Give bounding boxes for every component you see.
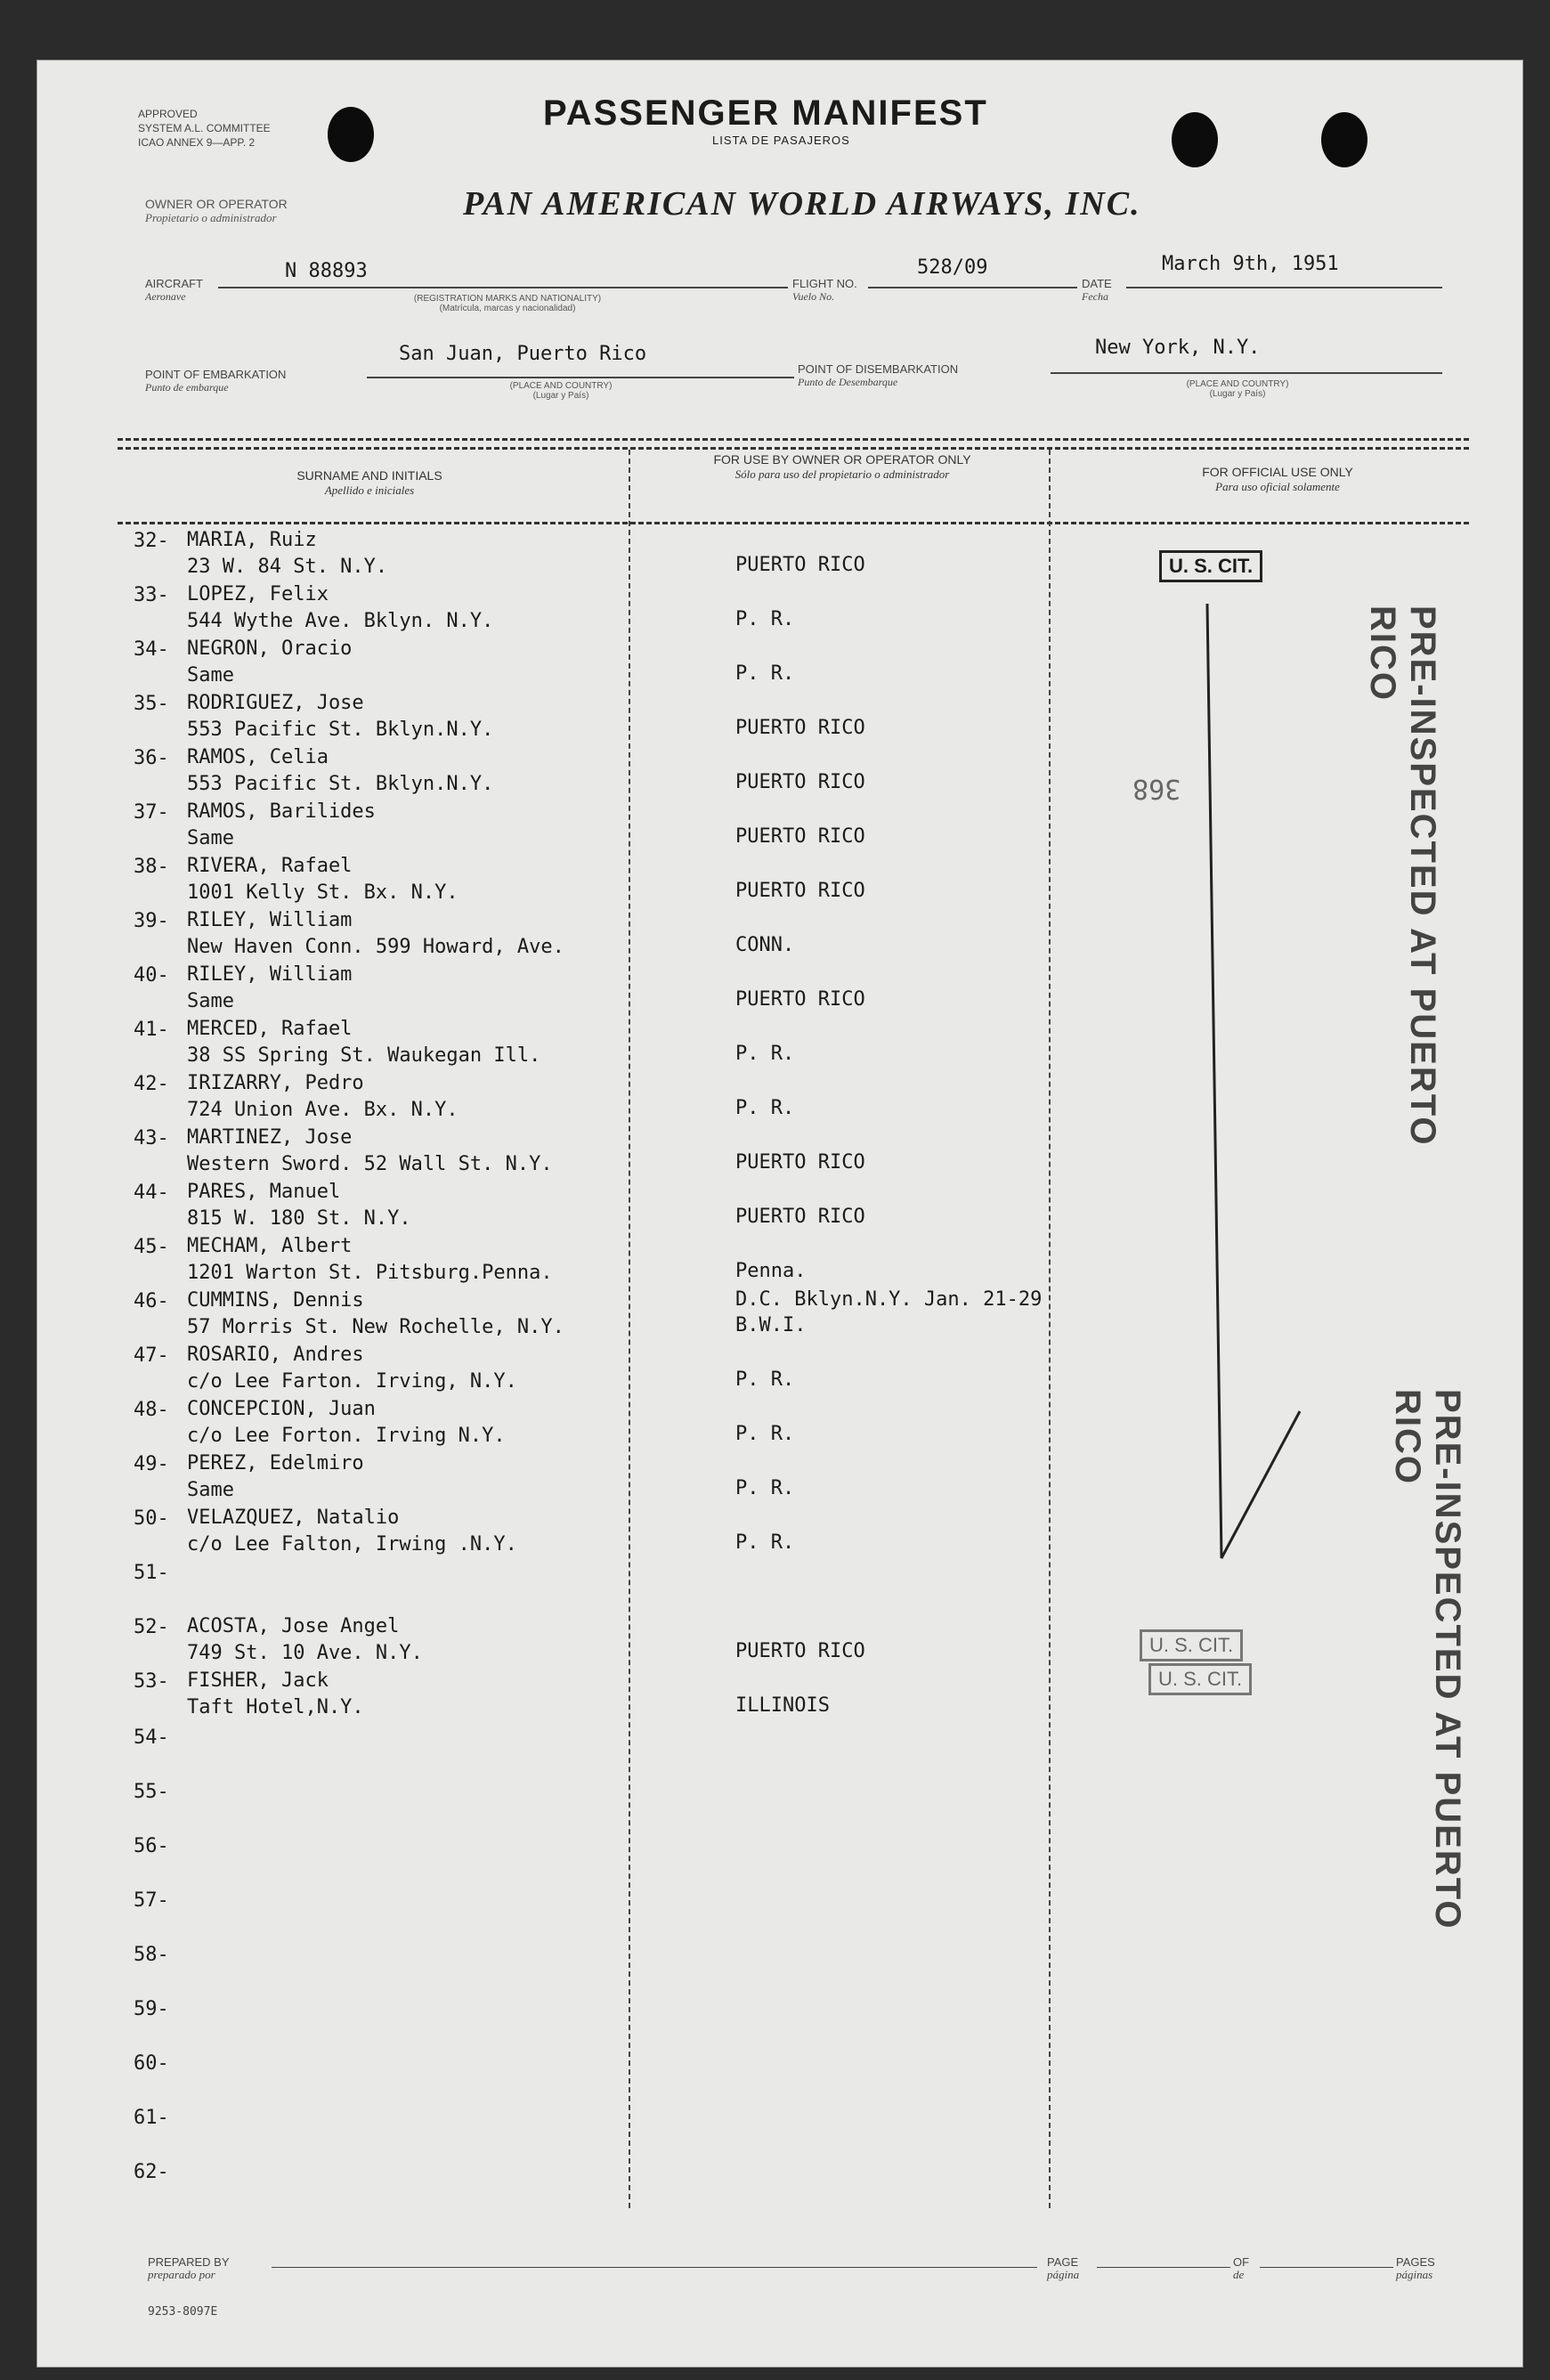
passenger-address: 1201 Warton St. Pitsburg.Penna. bbox=[187, 1262, 553, 1284]
operator-note: PUERTO RICO bbox=[735, 1151, 865, 1174]
passenger-name: RODRIGUEZ, Jose bbox=[187, 692, 364, 714]
operator-note: P. R. bbox=[735, 1369, 795, 1391]
operator-note: PUERTO RICO bbox=[735, 1206, 865, 1228]
page-label: PAGE página bbox=[1047, 2255, 1080, 2281]
row-number: 54- bbox=[134, 1726, 169, 1749]
passenger-name: RAMOS, Barilides bbox=[187, 800, 376, 823]
passenger-name: RIVERA, Rafael bbox=[187, 855, 353, 877]
row-number: 48- bbox=[134, 1399, 169, 1421]
operator-note: P. R. bbox=[735, 1043, 795, 1065]
operator-note: D.C. Bklyn.N.Y. Jan. 21-29 bbox=[735, 1288, 1043, 1311]
passenger-address: Same bbox=[187, 1479, 234, 1501]
prepared-by-label: PREPARED BY preparado por bbox=[148, 2255, 230, 2281]
passenger-address: New Haven Conn. 599 Howard, Ave. bbox=[187, 936, 564, 958]
operator-note: ILLINOIS bbox=[735, 1694, 830, 1717]
passenger-address: c/o Lee Falton, Irwing .N.Y. bbox=[187, 1533, 517, 1556]
flight-date: March 9th, 1951 bbox=[1162, 253, 1339, 275]
passenger-address: 544 Wythe Ave. Bklyn. N.Y. bbox=[187, 610, 494, 632]
column-header-surname: SURNAME AND INITIALS Apellido e iniciales bbox=[296, 468, 442, 497]
passenger-address: Same bbox=[187, 827, 234, 849]
operator-note: PUERTO RICO bbox=[735, 825, 865, 848]
passenger-name: FISHER, Jack bbox=[187, 1669, 329, 1692]
operator-note: PUERTO RICO bbox=[735, 988, 865, 1011]
operator-note: P. R. bbox=[735, 1097, 795, 1119]
operator-note: PUERTO RICO bbox=[735, 771, 865, 793]
row-number: 57- bbox=[134, 1889, 169, 1912]
column-header-official: FOR OFFICIAL USE ONLY Para uso oficial solamente bbox=[1202, 465, 1353, 493]
passenger-name: LOPEZ, Felix bbox=[187, 583, 329, 605]
passenger-name: MARTINEZ, Jose bbox=[187, 1126, 353, 1149]
operator-note: P. R. bbox=[735, 662, 795, 685]
passenger-name: CUMMINS, Dennis bbox=[187, 1289, 364, 1312]
column-header-operator: FOR USE BY OWNER OR OPERATOR ONLY Sólo para uso del propietario o administrador bbox=[713, 452, 971, 481]
operator-note: P. R. bbox=[735, 1477, 795, 1499]
row-number: 45- bbox=[134, 1236, 169, 1258]
pre-inspected-stamp: PRE-INSPECTED AT PUERTO RICO bbox=[1388, 1389, 1467, 1930]
passenger-address: 553 Pacific St. Bklyn.N.Y. bbox=[187, 773, 494, 795]
passenger-address: 724 Union Ave. Bx. N.Y. bbox=[187, 1099, 459, 1121]
form-subtitle: LISTA DE PASAJEROS bbox=[712, 134, 850, 147]
operator-note: PUERTO RICO bbox=[735, 554, 865, 576]
operator-note: PUERTO RICO bbox=[735, 880, 865, 902]
row-number: 35- bbox=[134, 693, 169, 715]
row-number: 38- bbox=[134, 856, 169, 878]
row-number: 58- bbox=[134, 1944, 169, 1966]
punch-hole bbox=[1172, 112, 1218, 167]
row-number: 49- bbox=[134, 1453, 169, 1475]
citizenship-stamp: U. S. CIT. bbox=[1159, 550, 1262, 582]
check-mark bbox=[1193, 597, 1309, 1576]
embarkation-value: San Juan, Puerto Rico bbox=[399, 343, 647, 365]
passenger-name: RILEY, William bbox=[187, 909, 353, 931]
row-number: 37- bbox=[134, 801, 169, 824]
row-number: 61- bbox=[134, 2107, 169, 2129]
disembarkation-label: POINT OF DISEMBARKATION Punto de Desembarque bbox=[798, 362, 959, 388]
disembarkation-value: New York, N.Y. bbox=[1095, 337, 1261, 359]
passenger-name: MECHAM, Albert bbox=[187, 1235, 353, 1257]
citizenship-stamp: U. S. CIT. bbox=[1148, 1663, 1252, 1695]
of-label: OF de bbox=[1233, 2255, 1250, 2281]
owner-label: OWNER OR OPERATOR Propietario o administrador bbox=[145, 197, 288, 224]
passenger-name: MERCED, Rafael bbox=[187, 1018, 353, 1040]
passenger-name: NEGRON, Oracio bbox=[187, 638, 353, 660]
passenger-address: 815 W. 180 St. N.Y. bbox=[187, 1207, 411, 1230]
passenger-address: c/o Lee Forton. Irving N.Y. bbox=[187, 1425, 506, 1447]
aircraft-value: N 88893 bbox=[285, 260, 368, 282]
passenger-name: ACOSTA, Jose Angel bbox=[187, 1615, 400, 1637]
row-number: 36- bbox=[134, 747, 169, 769]
passenger-address: Same bbox=[187, 990, 234, 1012]
row-number: 59- bbox=[134, 1998, 169, 2020]
row-number: 55- bbox=[134, 1781, 169, 1803]
flight-number: 528/09 bbox=[917, 256, 988, 279]
row-number: 34- bbox=[134, 638, 169, 661]
passenger-address: 38 SS Spring St. Waukegan Ill. bbox=[187, 1044, 541, 1067]
column-divider bbox=[1049, 450, 1051, 2208]
operator-note: P. R. bbox=[735, 1423, 795, 1445]
passenger-name: PARES, Manuel bbox=[187, 1181, 341, 1203]
row-number: 32- bbox=[134, 530, 169, 552]
punch-hole bbox=[1321, 112, 1367, 167]
form-title: PASSENGER MANIFEST bbox=[543, 93, 988, 133]
passenger-name: ROSARIO, Andres bbox=[187, 1344, 364, 1366]
embark-place-note: (PLACE AND COUNTRY) (Lugar y País) bbox=[509, 381, 613, 401]
airline-name: PAN AMERICAN WORLD AIRWAYS, INC. bbox=[463, 185, 1141, 223]
row-number: 42- bbox=[134, 1073, 169, 1095]
row-number: 53- bbox=[134, 1670, 169, 1693]
operator-note: PUERTO RICO bbox=[735, 1640, 865, 1662]
passenger-name: CONCEPCION, Juan bbox=[187, 1398, 376, 1420]
row-number: 50- bbox=[134, 1507, 169, 1530]
passenger-address: 749 St. 10 Ave. N.Y. bbox=[187, 1642, 423, 1664]
passenger-name: RAMOS, Celia bbox=[187, 746, 329, 768]
row-number: 62- bbox=[134, 2161, 169, 2183]
pre-inspected-stamp: PRE-INSPECTED AT PUERTO RICO bbox=[1363, 605, 1442, 1147]
disembark-place-note: (PLACE AND COUNTRY) (Lugar y País) bbox=[1186, 379, 1289, 399]
row-number: 47- bbox=[134, 1344, 169, 1367]
passenger-name: RILEY, William bbox=[187, 963, 353, 986]
operator-note: Penna. bbox=[735, 1260, 807, 1282]
form-number: 9253-8097E bbox=[148, 2305, 218, 2319]
passenger-address: 23 W. 84 St. N.Y. bbox=[187, 556, 388, 578]
row-number: 46- bbox=[134, 1290, 169, 1312]
approval-note: APPROVED SYSTEM A.L. COMMITTEE ICAO ANNEX 9—APP. 2 bbox=[138, 108, 271, 149]
operator-note: B.W.I. bbox=[735, 1314, 807, 1336]
passenger-name: IRIZARRY, Pedro bbox=[187, 1072, 364, 1094]
passenger-name: VELAZQUEZ, Natalio bbox=[187, 1507, 400, 1529]
passenger-address: c/o Lee Farton. Irving, N.Y. bbox=[187, 1370, 517, 1393]
pages-label: PAGES páginas bbox=[1396, 2255, 1435, 2281]
row-number: 41- bbox=[134, 1019, 169, 1041]
registration-note: (REGISTRATION MARKS AND NATIONALITY) (Matrícula, marcas y nacionalidad) bbox=[413, 294, 602, 313]
aircraft-label: AIRCRAFT Aeronave bbox=[145, 277, 203, 303]
passenger-address: Western Sword. 52 Wall St. N.Y. bbox=[187, 1153, 553, 1175]
passenger-name: PEREZ, Edelmiro bbox=[187, 1452, 364, 1474]
row-number: 43- bbox=[134, 1127, 169, 1149]
operator-note: P. R. bbox=[735, 608, 795, 630]
row-number: 51- bbox=[134, 1562, 169, 1584]
passenger-address: Taft Hotel,N.Y. bbox=[187, 1696, 364, 1718]
operator-note: CONN. bbox=[735, 934, 795, 956]
passenger-address: 57 Morris St. New Rochelle, N.Y. bbox=[187, 1316, 564, 1338]
punch-hole bbox=[328, 107, 374, 162]
passenger-name: MARIA, Ruiz bbox=[187, 529, 317, 551]
citizenship-stamp: U. S. CIT. bbox=[1140, 1629, 1243, 1661]
passenger-address: 1001 Kelly St. Bx. N.Y. bbox=[187, 881, 459, 904]
row-number: 56- bbox=[134, 1835, 169, 1857]
row-number: 44- bbox=[134, 1182, 169, 1204]
row-number: 39- bbox=[134, 910, 169, 932]
row-number: 52- bbox=[134, 1616, 169, 1638]
row-number: 40- bbox=[134, 964, 169, 987]
row-number: 60- bbox=[134, 2052, 169, 2075]
date-label: DATE Fecha bbox=[1082, 277, 1112, 303]
flight-label: FLIGHT NO. Vuelo No. bbox=[792, 277, 857, 303]
operator-note: P. R. bbox=[735, 1531, 795, 1554]
operator-note: PUERTO RICO bbox=[735, 717, 865, 739]
column-divider bbox=[629, 450, 630, 2208]
embarkation-label: POINT OF EMBARKATION Punto de embarque bbox=[145, 368, 287, 394]
passenger-address: Same bbox=[187, 664, 234, 686]
handwritten-number: 368 bbox=[1132, 773, 1181, 804]
passenger-address: 553 Pacific St. Bklyn.N.Y. bbox=[187, 719, 494, 741]
row-number: 33- bbox=[134, 584, 169, 606]
